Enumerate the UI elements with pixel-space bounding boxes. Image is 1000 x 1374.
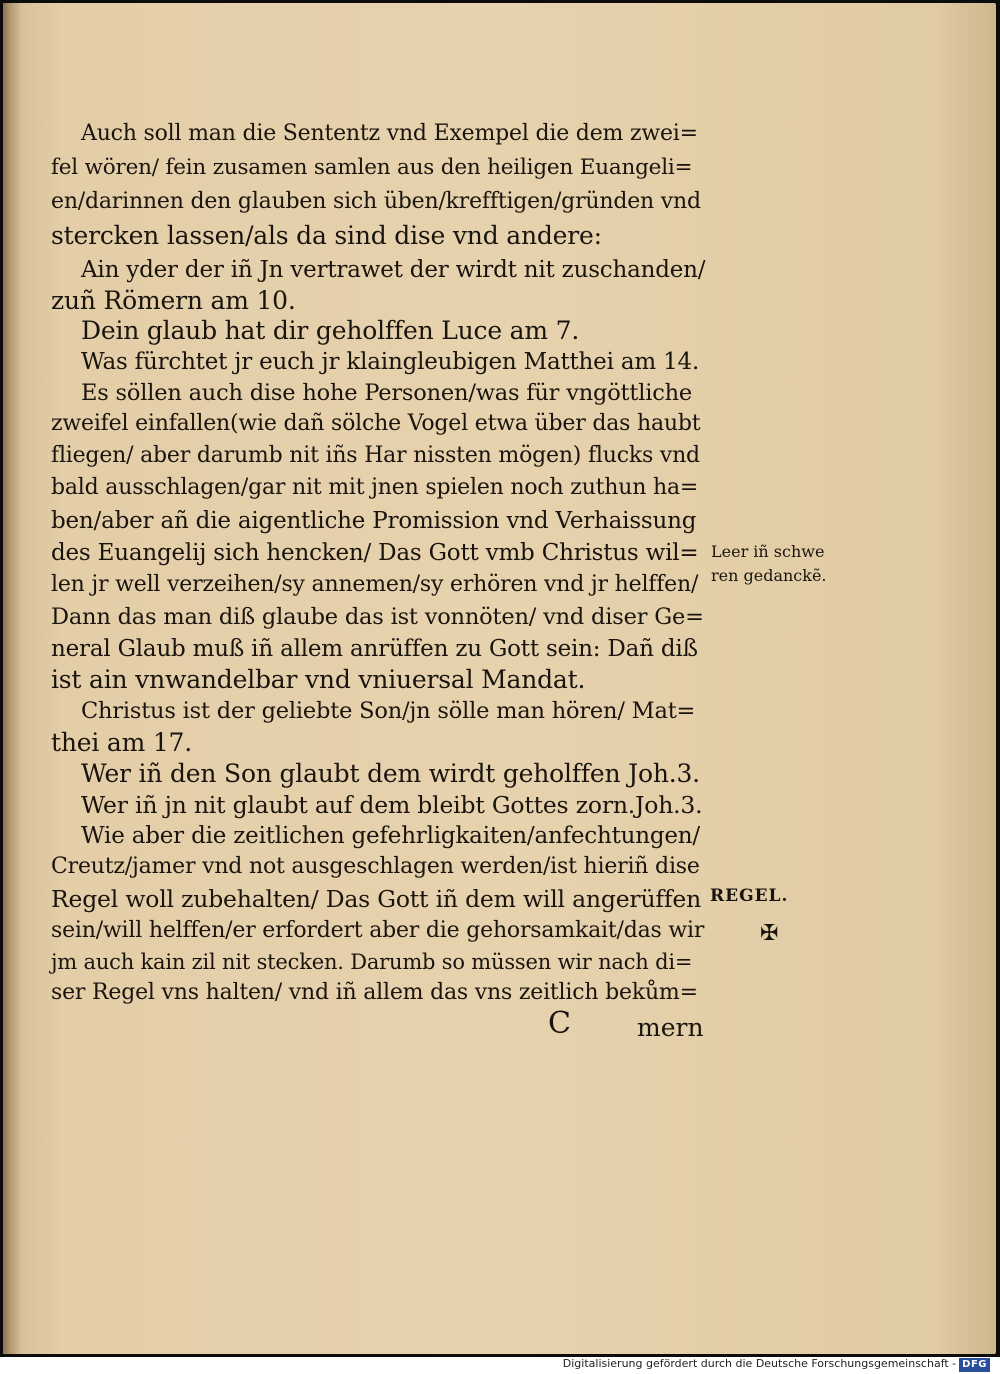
text-line: des Euangelij sich hencken/ Das Gott vmb Christus wil= bbox=[51, 540, 699, 566]
text-line: fel wören/ fein zusamen samlen aus den heiligen Euangeli= bbox=[51, 155, 693, 180]
text-line: ser Regel vns halten/ vnd iñ allem das vns zeitlich bekům= bbox=[51, 980, 698, 1005]
text-line: zweifel einfallen(wie dañ sölche Vogel etwa über das haubt bbox=[51, 411, 701, 436]
text-line: Es söllen auch dise hohe Personen/was für vngöttliche bbox=[81, 380, 693, 406]
text-line: ben/aber añ die aigentliche Promission vnd Verhaissung bbox=[51, 508, 697, 534]
text-line: thei am 17. bbox=[51, 728, 193, 757]
margin-note: Leer iñ schwe bbox=[711, 542, 825, 561]
text-line: en/darinnen den glauben sich üben/krefftigen/gründen vnd bbox=[51, 189, 701, 214]
text-line: stercken lassen/als da sind dise vnd andere: bbox=[51, 221, 602, 250]
text-line: sein/will helffen/er erfordert aber die gehorsamkait/das wir bbox=[51, 918, 705, 943]
text-line: fliegen/ aber darumb nit iñs Har nissten mögen) flucks vnd bbox=[51, 443, 700, 468]
text-line: Wer iñ jn nit glaubt auf dem bleibt Gottes zorn.Joh.3. bbox=[81, 791, 703, 819]
signature-mark: C bbox=[548, 1006, 571, 1041]
text-line: Dann das man diß glaube das ist vonnöten/ vnd diser Ge= bbox=[51, 604, 704, 630]
text-line: Wer iñ den Son glaubt dem wirdt geholffen Joh.3. bbox=[81, 759, 700, 788]
text-line: zuñ Römern am 10. bbox=[51, 286, 296, 315]
footer-credit bbox=[563, 1357, 990, 1372]
page-gutter bbox=[3, 3, 21, 1354]
text-line: Was fürchtet jr euch jr klaingleubigen Matthei am 14. bbox=[81, 349, 700, 375]
text-line: Creutz/jamer vnd not ausgeschlagen werden/ist hieriñ dise bbox=[51, 854, 700, 879]
text-line: neral Glaub muß iñ allem anrüffen zu Gott sein: Dañ diß bbox=[51, 636, 698, 662]
text-line: bald ausschlagen/gar nit mit jnen spielen noch zuthun ha= bbox=[51, 475, 699, 500]
footer-text: Digitalisierung gefördert durch die Deutsche Forschungsgemeinschaft - bbox=[562, 1357, 957, 1370]
text-line: Christus ist der geliebte Son/jn sölle man hören/ Mat= bbox=[81, 698, 696, 724]
text-line: len jr well verzeihen/sy annemen/sy erhören vnd jr helffen/ bbox=[51, 572, 699, 597]
text-line: jm auch kain zil nit stecken. Darumb so müssen wir nach di= bbox=[51, 950, 693, 974]
dfg-logo-icon: DFG bbox=[959, 1358, 990, 1372]
book-page bbox=[3, 3, 996, 1354]
text-line: Ain yder der iñ Jn vertrawet der wirdt nit zuschanden/ bbox=[81, 257, 706, 283]
text-line: Auch soll man die Sententz vnd Exempel die dem zwei= bbox=[81, 121, 698, 146]
cross-icon: ✠ bbox=[760, 921, 779, 946]
catchword: mern bbox=[637, 1013, 704, 1042]
text-line: Regel woll zubehalten/ Das Gott iñ dem will angerüffen bbox=[51, 885, 702, 913]
margin-note: ren gedanckẽ. bbox=[711, 566, 827, 585]
regel-label: REGEL. bbox=[710, 886, 789, 906]
text-line: Wie aber die zeitlichen gefehrligkaiten/anfechtungen/ bbox=[81, 823, 700, 849]
text-line: ist ain vnwandelbar vnd vniuersal Mandat. bbox=[51, 665, 586, 694]
text-line: Dein glaub hat dir geholffen Luce am 7. bbox=[81, 316, 580, 345]
